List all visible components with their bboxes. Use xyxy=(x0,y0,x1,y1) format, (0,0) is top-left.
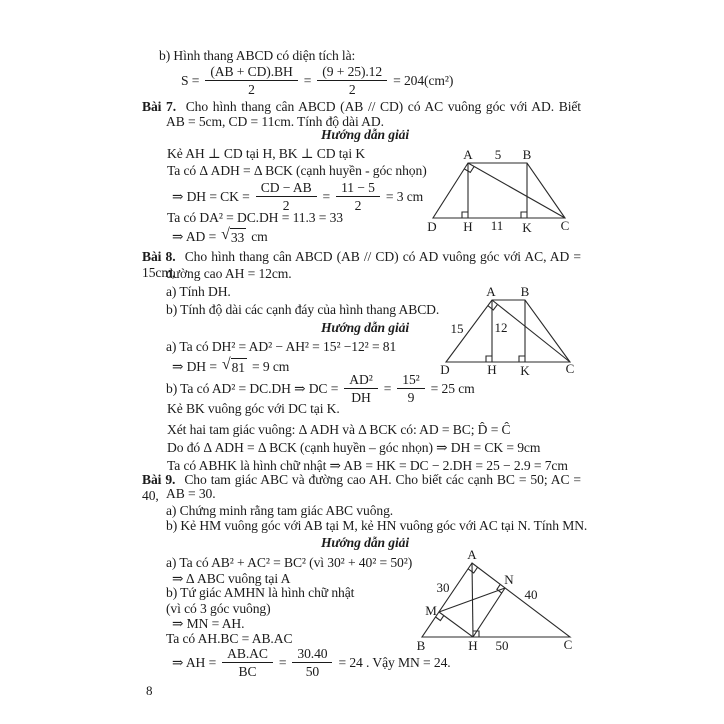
fraction xyxy=(292,646,332,679)
bai8-question-a: a) Tính DH. xyxy=(166,284,231,299)
formula-lhs: ⇒ DH = CK = xyxy=(172,188,250,204)
trapezoid-outline xyxy=(446,300,570,362)
bai9-solution-b4: Ta có AH.BC = AB.AC xyxy=(166,631,293,646)
formula-lhs: ⇒ AD = xyxy=(172,228,217,244)
vertex-label-d: D xyxy=(427,219,437,234)
bai9-guide-heading: Hướng dẫn giải xyxy=(320,535,410,550)
bai7-solution-line1: Kẻ AH ⊥ CD tại H, BK ⊥ CD tại K xyxy=(167,146,366,161)
right-angle-mark-k xyxy=(519,356,525,362)
formula-result: = 3 cm xyxy=(385,188,424,204)
vertex-label-k: K xyxy=(522,220,532,235)
vertex-label-d: D xyxy=(440,362,450,377)
bai9-statement-text: Cho tam giác ABC và đường cao AH. Cho biết các cạnh BC = 50; AC = 40, xyxy=(142,472,581,503)
formula-lhs: ⇒ DH = xyxy=(172,358,217,374)
fraction-denominator: 2 xyxy=(248,82,255,97)
square-root xyxy=(221,227,246,246)
formula-result: = 25 cm xyxy=(430,380,475,396)
formula-lhs: ⇒ AH = xyxy=(172,654,217,670)
fraction-denominator: BC xyxy=(238,664,257,679)
fraction-denominator: 50 xyxy=(305,664,320,679)
intro-line-b: b) Hình thang ABCD có diện tích là: xyxy=(159,48,356,63)
fraction xyxy=(344,372,377,405)
intro-area-formula xyxy=(181,64,453,97)
bai7-trapezoid-diagram xyxy=(424,146,576,238)
vertex-label-n: N xyxy=(504,572,514,587)
vertex-label-h: H xyxy=(468,638,478,653)
bai8-solution-line2: Kẻ BK vuông góc với DC tại K. xyxy=(167,401,340,416)
bai9-solution-b3: ⇒ MN = AH. xyxy=(172,616,245,631)
fraction-numerator: (9 + 25).12 xyxy=(317,64,387,81)
fraction-denominator: 2 xyxy=(282,198,290,213)
bai7-statement-line1 xyxy=(142,99,581,115)
formula-lhs: b) Ta có AD² = DC.DH ⇒ DC = xyxy=(166,380,339,396)
fraction-numerator: AD² xyxy=(344,372,377,389)
bai7-solution-formula xyxy=(172,180,423,213)
bai8-solution-line4: Do đó Δ ADH = Δ BCK (cạnh huyền – góc nhọn) ⇒ DH = CK = 9cm xyxy=(167,440,541,455)
vertex-label-h: H xyxy=(487,362,497,377)
vertex-label-m: M xyxy=(425,603,437,618)
fraction-numerator: (AB + CD).BH xyxy=(205,64,297,81)
vertex-label-c: C xyxy=(560,218,570,233)
bai7-statement-line2: AB = 5cm, CD = 11cm. Tính độ dài AD. xyxy=(166,114,384,129)
bai9-solution-a2: ⇒ Δ ABC vuông tại A xyxy=(172,571,291,586)
fraction-numerator: AB.AC xyxy=(222,646,273,663)
diagonal-ac xyxy=(468,163,565,218)
fraction xyxy=(336,180,380,213)
equals-sign: = xyxy=(278,654,287,670)
bai8-title: Bài 8. xyxy=(142,249,176,264)
bai8-statement-line2: đường cao AH = 12cm. xyxy=(166,266,292,281)
formula-result: = 9 cm xyxy=(251,358,290,374)
vertex-label-a: A xyxy=(463,147,473,162)
bai9-solution-b2: (vì có 3 góc vuông) xyxy=(166,601,271,616)
side-label-hk: 11 xyxy=(490,218,504,233)
fraction xyxy=(205,64,297,97)
right-angle-mark-n xyxy=(497,584,502,593)
vertex-label-b: B xyxy=(522,147,532,162)
bai7-title: Bài 7. xyxy=(142,99,177,114)
fraction-denominator: 2 xyxy=(348,82,356,97)
bai8-guide-heading: Hướng dẫn giải xyxy=(320,320,410,335)
sqrt-symbol: √ xyxy=(221,226,230,243)
right-angle-mark-k xyxy=(521,212,527,218)
bai7-statement-text: Cho hình thang cân ABCD (AB // CD) có AC vuông góc với AD. Biết xyxy=(185,99,581,114)
bai7-solution-line4: Ta có DA² = DC.DH = 11.3 = 33 xyxy=(167,210,344,225)
side-label-ab: 30 xyxy=(436,580,450,595)
vertex-label-c: C xyxy=(565,361,575,376)
right-angle-mark-a xyxy=(468,567,478,573)
bai9-title: Bài 9. xyxy=(142,472,176,487)
height-label-ah: 12 xyxy=(494,320,508,335)
bai7-guide-heading: Hướng dẫn giải xyxy=(320,127,410,142)
side-label-ad: 15 xyxy=(450,321,464,336)
side-label-bc: 50 xyxy=(495,638,509,653)
fraction xyxy=(222,646,273,679)
sqrt-radicand: 33 xyxy=(230,230,245,245)
segment-nh xyxy=(473,588,505,637)
fraction-numerator: CD − AB xyxy=(256,180,317,197)
right-angle-mark-m xyxy=(436,616,444,621)
bai8-trapezoid-diagram xyxy=(436,284,582,378)
bai8-solution-line3: Xét hai tam giác vuông: Δ ADH và Δ BCK có: AD = BC; D̂ = Ĉ xyxy=(167,422,511,437)
bai7-solution-line2: Ta có Δ ADH = Δ BCK (cạnh huyền - góc nhọn) xyxy=(167,163,427,178)
equals-sign: = xyxy=(322,188,331,204)
bai9-statement-line2: AB = 30. xyxy=(166,486,216,501)
vertex-label-b: B xyxy=(520,284,530,299)
fraction xyxy=(256,180,317,213)
formula-result: cm xyxy=(251,228,268,244)
formula-lhs: S = xyxy=(181,72,200,88)
bai8-question-b: b) Tính độ dài các cạnh đáy của hình thang ABCD. xyxy=(166,302,440,317)
bai8-solution-line5: Ta có ABHK là hình chữ nhật ⇒ AB = HK = DC − 2.DH = 25 − 2.9 = 7cm xyxy=(167,458,568,473)
bai9-question-a: a) Chứng minh rằng tam giác ABC vuông. xyxy=(166,503,394,518)
bai9-solution-b1: b) Tứ giác AMHN là hình chữ nhật xyxy=(166,585,355,600)
bai8-statement-text: Cho hình thang cân ABCD (AB // CD) có AD vuông góc với AC, AD = 15cm, xyxy=(142,249,581,280)
fraction-denominator: DH xyxy=(351,390,371,405)
formula-result: = 24 . Vậy MN = 24. xyxy=(338,654,451,670)
triangle-outline xyxy=(422,563,570,637)
sqrt-radicand: 81 xyxy=(231,360,245,375)
right-angle-mark-a xyxy=(488,304,498,310)
bai7-solution-line5 xyxy=(172,227,268,246)
trapezoid-outline xyxy=(433,163,565,218)
bai9-solution-a1: a) Ta có AB² + AC² = BC² (vì 30² + 40² = 50²) xyxy=(166,555,413,570)
segment-mh xyxy=(439,612,473,637)
equals-sign: = xyxy=(303,72,312,88)
fraction-numerator: 30.40 xyxy=(292,646,332,663)
vertex-label-h: H xyxy=(463,219,473,234)
fraction-denominator: 2 xyxy=(354,198,362,213)
bai9-triangle-diagram xyxy=(407,549,581,657)
vertex-label-a: A xyxy=(486,284,496,299)
formula-result: = 204(cm²) xyxy=(393,72,454,88)
vertex-label-a: A xyxy=(467,547,477,562)
fraction xyxy=(317,64,387,97)
fraction-numerator: 15² xyxy=(397,372,424,389)
bai8-solution-a1: a) Ta có DH² = AD² − AH² = 15² −12² = 81 xyxy=(166,339,397,354)
vertex-label-k: K xyxy=(520,363,530,378)
vertex-label-c: C xyxy=(563,637,573,652)
page-number: 8 xyxy=(146,683,153,698)
sqrt-symbol: √ xyxy=(221,356,231,373)
fraction-denominator: 9 xyxy=(407,390,415,405)
right-angle-mark-h xyxy=(462,212,468,218)
side-label-ac: 40 xyxy=(524,587,538,602)
vertex-label-b: B xyxy=(416,638,426,653)
side-label-ab: 5 xyxy=(494,147,502,162)
fraction xyxy=(397,372,424,405)
equals-sign: = xyxy=(383,380,392,396)
bai9-question-b: b) Kẻ HM vuông góc với AB tại M, kẻ HN vuông góc với AC tại N. Tính MN. xyxy=(166,518,588,533)
fraction-numerator: 11 − 5 xyxy=(336,180,380,197)
